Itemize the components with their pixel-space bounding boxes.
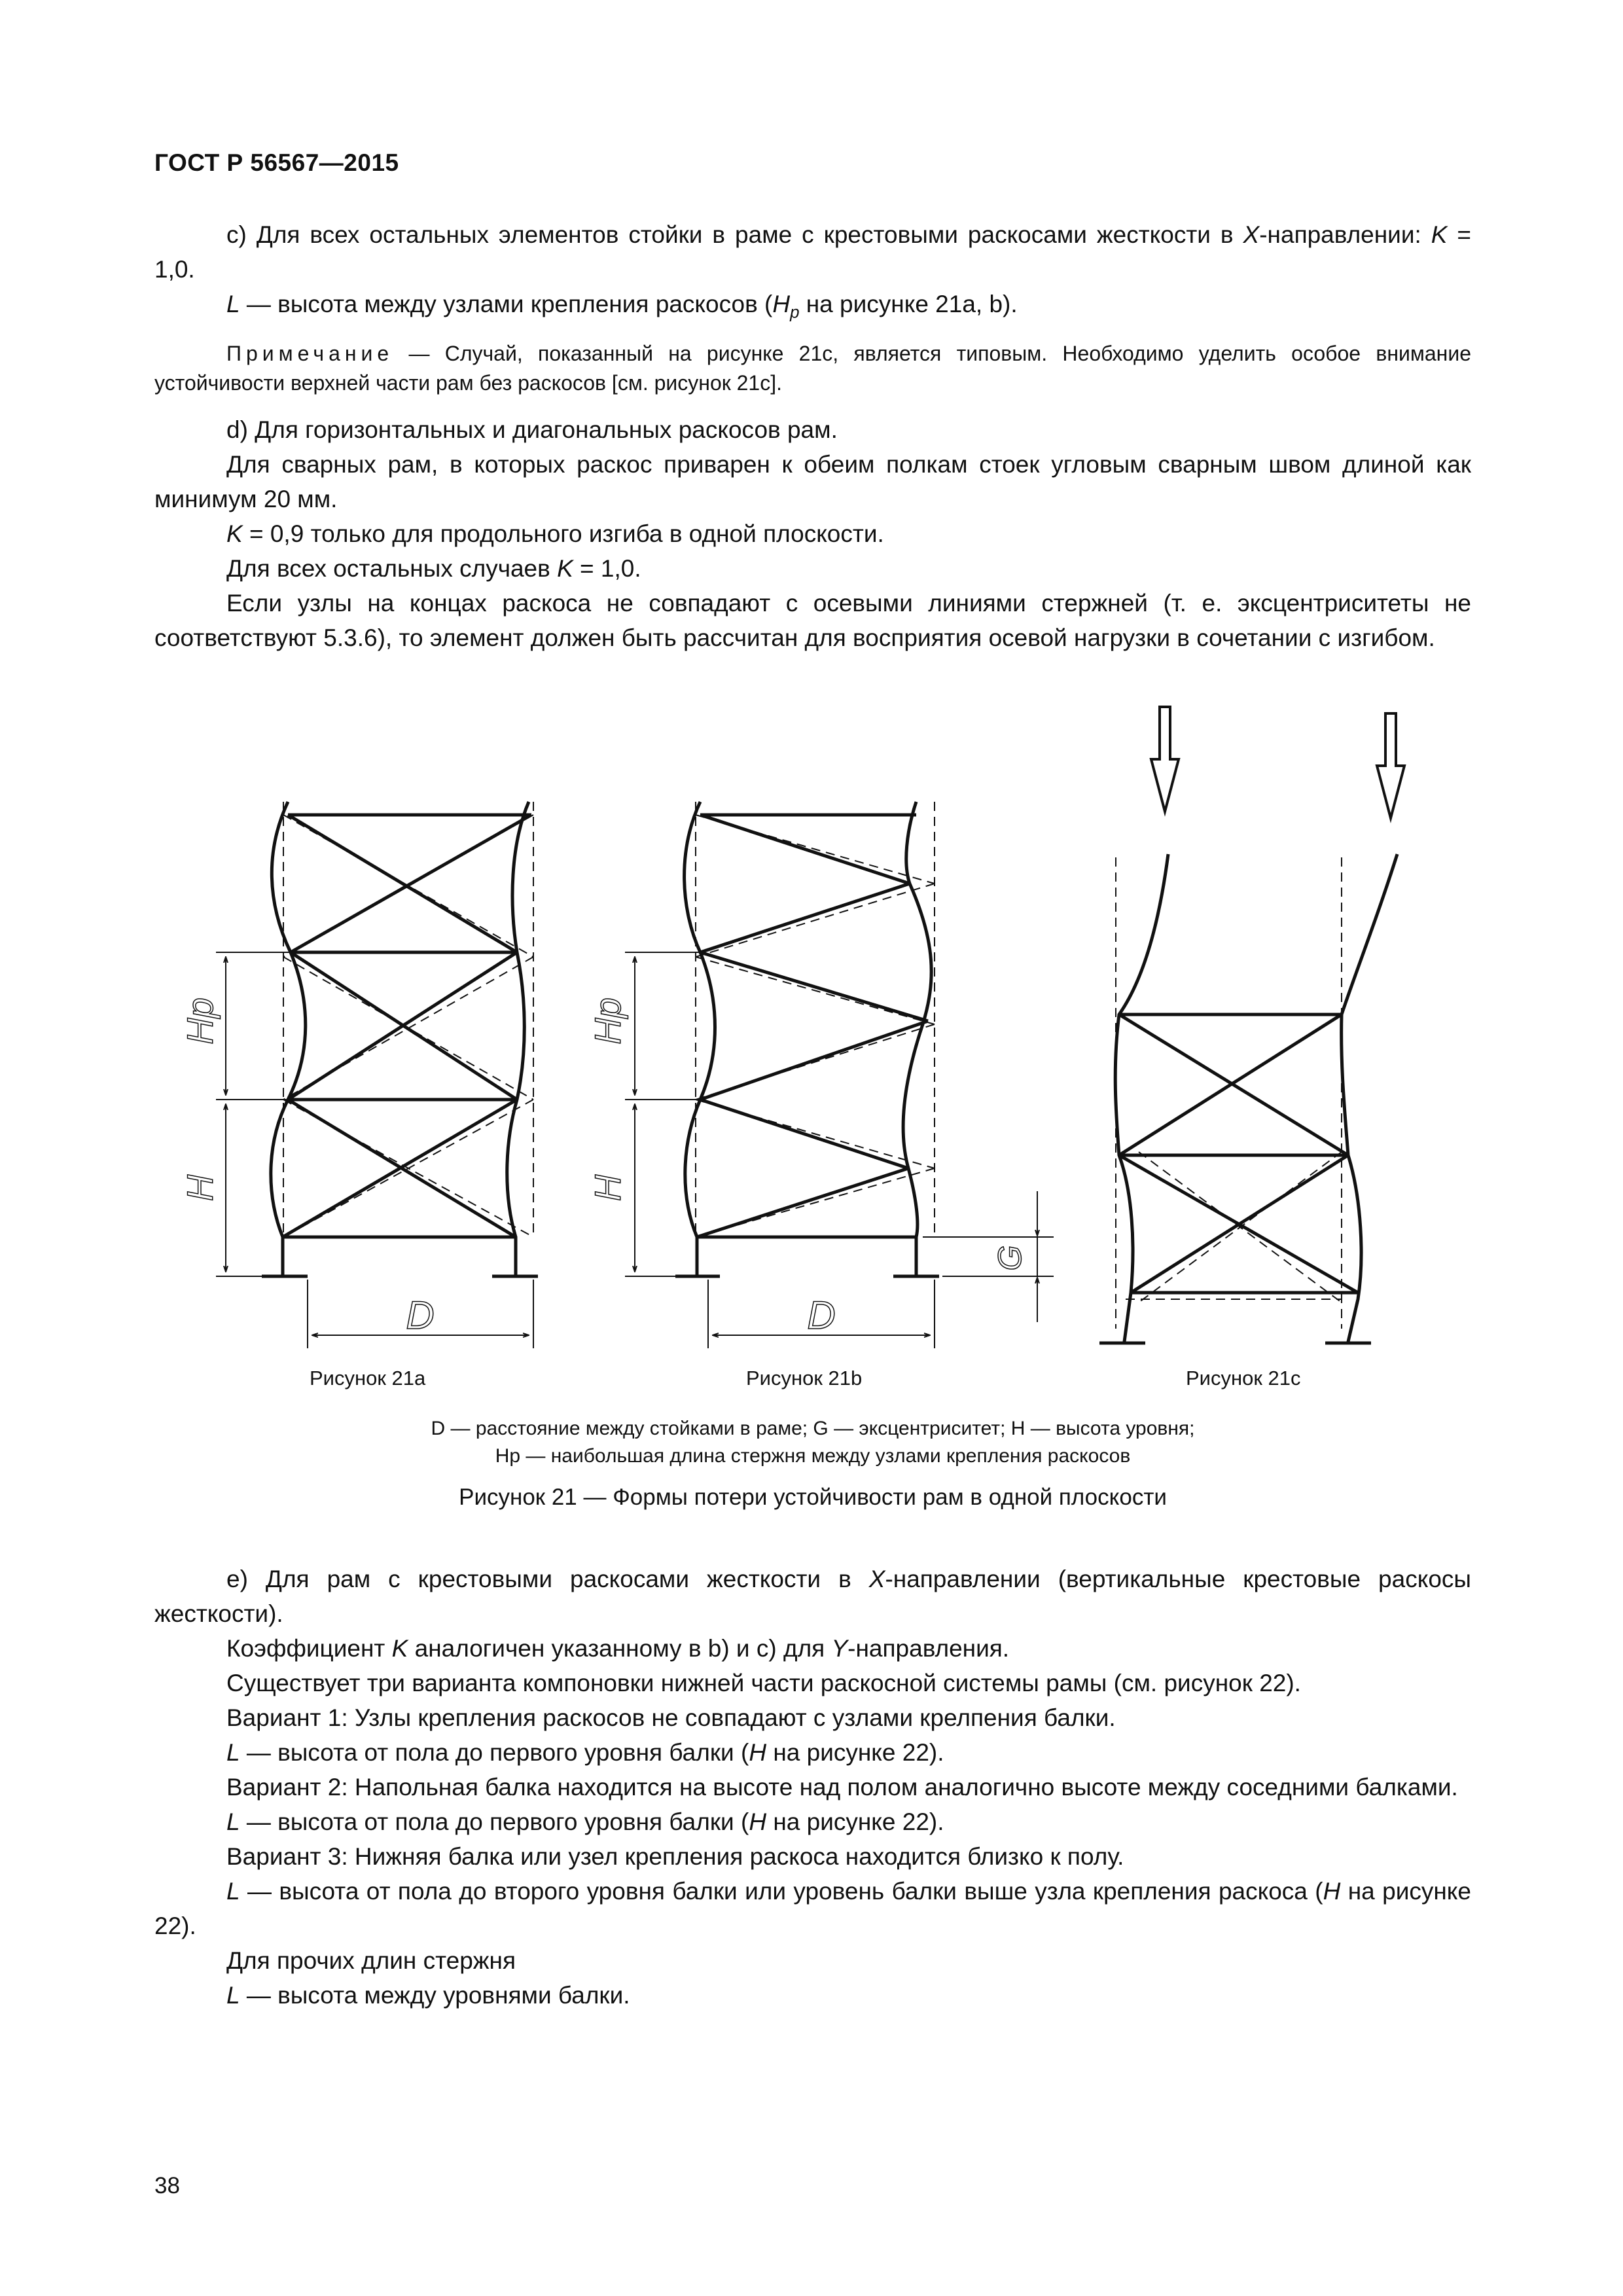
label-h-21b: H xyxy=(587,1174,628,1202)
figure-21a-drawing xyxy=(216,802,538,1348)
figure-legend-line-2: Hp — наибольшая длина стержня между узлами крепления раскосов xyxy=(495,1445,1131,1467)
section-c-paragraph-2: L — высота между узлами крепления раскосов ($H_p$ на рисунке 21a, b). xyxy=(226,291,1018,322)
figure-21b-drawing xyxy=(625,802,1054,1348)
section-e-paragraph-2: Коэффициент K аналогичен указанному в b) и c) для Y-направления. xyxy=(226,1635,1010,1662)
section-e-paragraph-1: e) Для рам с крестовыми раскосами жесткости в X-направлении (вертикальные крестовые раскосы жесткости). xyxy=(154,1566,1471,1627)
section-d-paragraph-3: K = 0,9 только для продольного изгиба в одной плоскости. xyxy=(226,520,884,547)
section-d-paragraph-2: Для сварных рам, в которых раскос приварен к обеим полкам стоек угловым сварным швом длиной как минимум 20 мм. xyxy=(154,451,1471,512)
section-d-paragraph-1: d) Для горизонтальных и диагональных раскосов рам. xyxy=(226,416,838,443)
caption-figure-21a: Рисунок 21a xyxy=(310,1367,426,1390)
section-e-paragraph-5: L — высота от пола до первого уровня балки (H на рисунке 22). xyxy=(226,1739,944,1766)
section-e xyxy=(154,1562,1471,2013)
document-header: ГОСТ Р 56567—2015 xyxy=(154,149,399,176)
caption-figure-21b: Рисунок 21b xyxy=(746,1367,863,1390)
figure-legend-line-1: D — расстояние между стойками в раме; G — эксцентриситет; H — высота уровня; xyxy=(431,1418,1195,1439)
label-d-21b: D xyxy=(807,1293,836,1337)
section-e-paragraph-8: Вариант 3: Нижняя балка или узел крепления раскоса находится близко к полу. xyxy=(226,1843,1124,1870)
load-arrow-left xyxy=(1151,707,1179,812)
section-d-paragraph-4: Для всех остальных случаев K = 1,0. xyxy=(226,555,641,582)
section-e-paragraph-4: Вариант 1: Узлы крепления раскосов не совпадают с узлами крелпения балки. xyxy=(226,1704,1116,1731)
section-e-paragraph-6: Вариант 2: Напольная балка находится на высоте над полом аналогично высоте между соседними балками. xyxy=(226,1774,1458,1801)
label-g: G xyxy=(991,1245,1028,1271)
label-hp-21b: Hp xyxy=(587,997,628,1045)
label-hp-21a: Hp xyxy=(179,997,221,1045)
section-e-paragraph-7: L — высота от пола до первого уровня балки (H на рисунке 22). xyxy=(226,1808,944,1835)
note-text: — Случай, показанный на рисунке 21c, является типовым. Необходимо уделить особое внимание устойчивости верхней части рам без раскосов [см. рисунок 21c]. xyxy=(154,342,1471,395)
label-h-21a: H xyxy=(179,1174,221,1202)
caption-figure-21c: Рисунок 21c xyxy=(1186,1367,1301,1390)
label-d-21a: D xyxy=(406,1293,435,1337)
section-d-paragraph-5: Если узлы на концах раскоса не совпадают с осевыми линиями стержней (т. е. эксцентриситеты не соответствуют 5.3.6), то элемент должен быть рассчитан для восприятия осевой нагрузки в сочетании с изгибом. xyxy=(154,590,1471,651)
section-e-paragraph-11: L — высота между уровнями балки. xyxy=(226,1982,630,2009)
section-e-paragraph-10: Для прочих длин стержня xyxy=(226,1947,516,1974)
section-e-paragraph-3: Существует три варианта компоновки нижней части раскосной системы рамы (см. рисунок 22). xyxy=(226,1670,1301,1696)
section-c-paragraph-1: c) Для всех остальных элементов стойки в раме с крестовыми раскосами жесткости в X-направлении: K = 1,0. xyxy=(154,221,1472,283)
figure-title: Рисунок 21 — Формы потери устойчивости рам в одной плоскости xyxy=(459,1484,1167,1510)
note-label: Примечание xyxy=(226,342,394,365)
load-arrow-right xyxy=(1377,713,1404,818)
page-number: 38 xyxy=(154,2173,180,2198)
figure-21c-drawing xyxy=(1099,707,1404,1343)
section-e-paragraph-9: L — высота от пола до второго уровня балки или уровень балки выше узла крепления раскоса (H на рисунке 22). xyxy=(154,1878,1471,1939)
